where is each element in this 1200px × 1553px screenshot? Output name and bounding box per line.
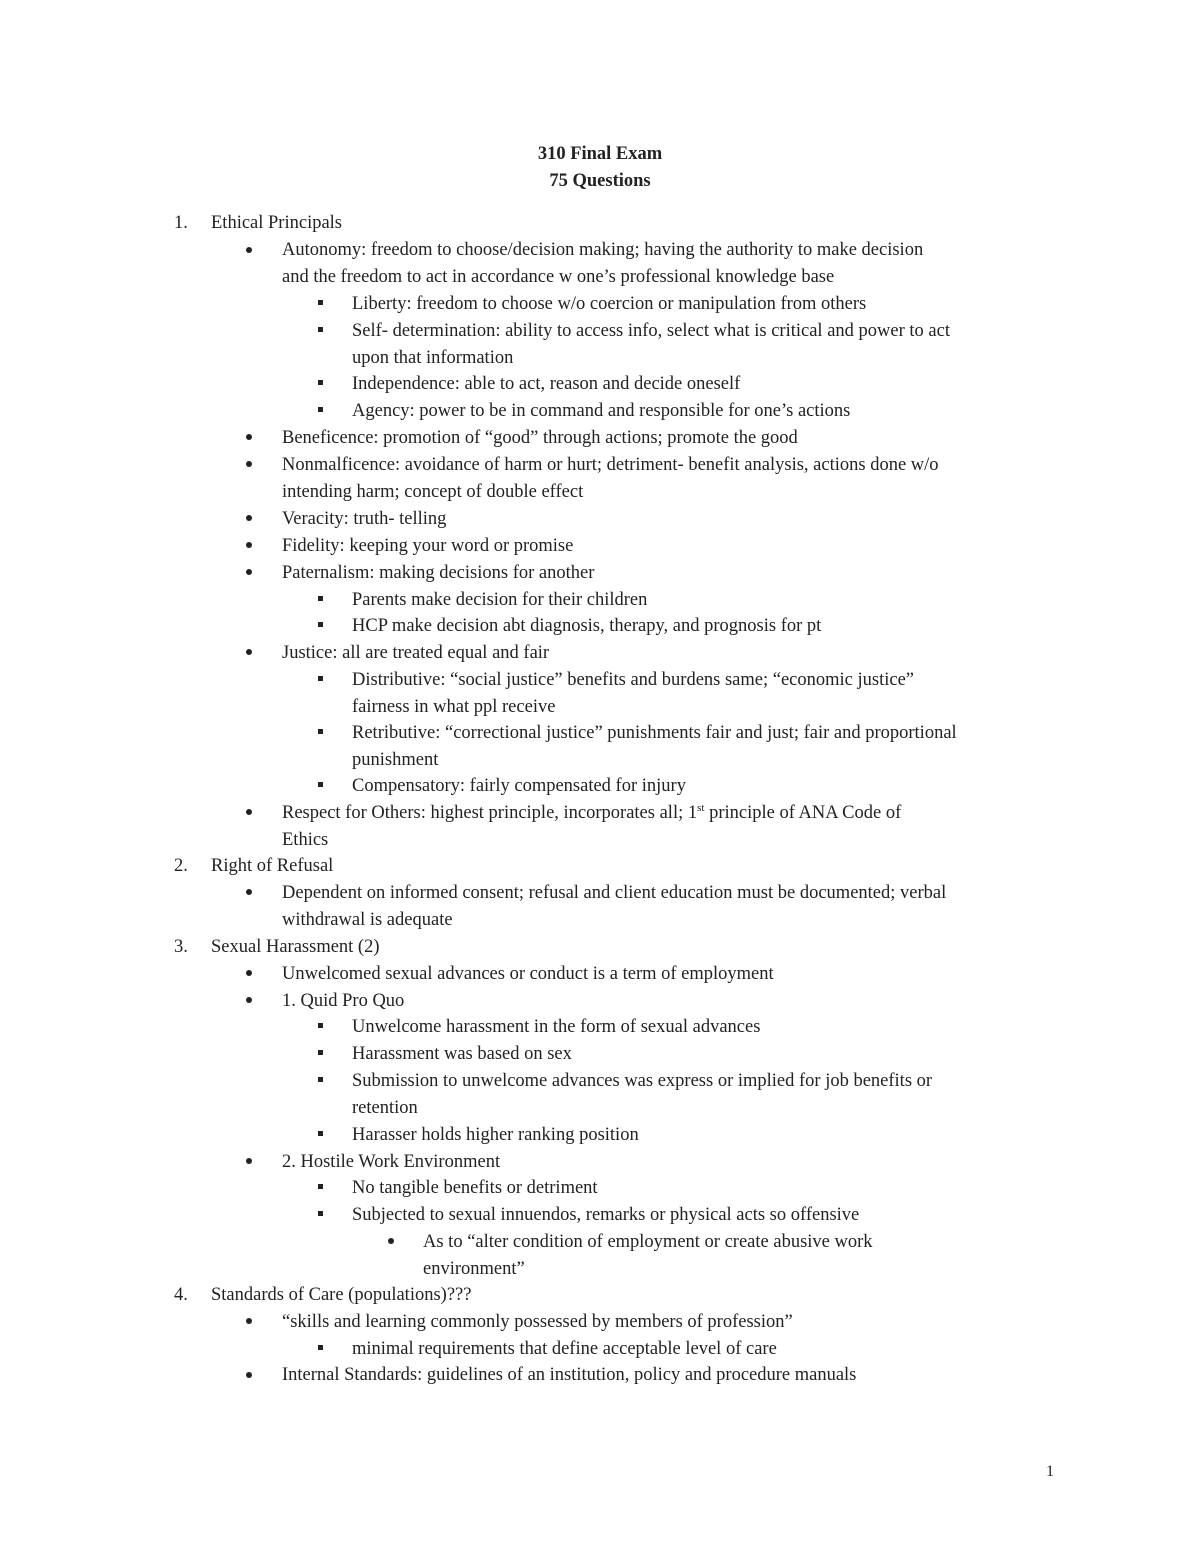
bullet-dot-icon [246,649,252,655]
list-item: Nonmalficence: avoidance of harm or hurt; detriment- benefit analysis, actions done w/o [282,455,939,475]
list-item: Distributive: “social justice” benefits and burdens same; “economic justice” [352,670,915,690]
list-item: Retributive: “correctional justice” punishments fair and just; fair and proportional [352,723,957,743]
bullet-dot-icon [246,889,252,895]
list-item: Fidelity: keeping your word or promise [282,536,574,556]
list-item: Justice: all are treated equal and fair [282,643,550,663]
list-item-cont: withdrawal is adequate [282,910,453,930]
list-item-cont: retention [352,1098,418,1118]
bullet-dot-icon [246,247,252,253]
page-number: 1 [1046,1463,1054,1480]
list-item: HCP make decision abt diagnosis, therapy, and prognosis for pt [352,616,822,636]
bullet-square-icon [318,1131,323,1136]
bullet-square-icon [318,782,323,787]
list-item: Harasser holds higher ranking position [352,1125,639,1145]
bullet-square-icon [318,1050,323,1055]
list-item: As to “alter condition of employment or create abusive work [423,1232,873,1252]
bullet-square-icon [318,1345,323,1350]
list-item: Dependent on informed consent; refusal and client education must be documented; verbal [282,883,947,903]
bullet-square-icon [318,327,323,332]
bullet-square-icon [318,1184,323,1189]
section-heading: Sexual Harassment (2) [211,937,380,957]
bullet-dot-icon [246,1318,252,1324]
list-item: Subjected to sexual innuendos, remarks or physical acts so offensive [352,1205,860,1225]
list-item-cont: and the freedom to act in accordance w one’s professional knowledge base [282,267,835,287]
section-number: 1. [174,213,188,233]
section-heading: Standards of Care (populations)??? [211,1285,472,1305]
list-item: Harassment was based on sex [352,1044,572,1064]
list-item: 1. Quid Pro Quo [282,991,405,1011]
bullet-dot-icon [246,461,252,467]
list-item: Beneficence: promotion of “good” through actions; promote the good [282,428,798,448]
list-item: Unwelcomed sexual advances or conduct is a term of employment [282,964,774,984]
bullet-square-icon [318,676,323,681]
list-item: Internal Standards: guidelines of an institution, policy and procedure manuals [282,1365,857,1385]
bullet-square-icon [318,300,323,305]
respect-text: Respect for Others: highest principle, incorporates all; 1 [282,803,698,823]
bullet-square-icon [318,729,323,734]
list-item: Self- determination: ability to access info, select what is critical and power to act [352,321,950,341]
list-item-cont: intending harm; concept of double effect [282,482,584,502]
bullet-dot-icon [246,434,252,440]
bullet-dot-icon [246,515,252,521]
list-item-cont: punishment [352,750,439,770]
list-item: Paternalism: making decisions for another [282,563,595,583]
bullet-dot-icon [246,1372,252,1378]
bullet-dot-icon [246,970,252,976]
document-subtitle: 75 Questions [549,171,651,191]
bullet-square-icon [318,1077,323,1082]
bullet-dot-icon [246,997,252,1003]
list-item: Autonomy: freedom to choose/decision making; having the authority to make decision [282,240,924,260]
section-heading: Ethical Principals [211,213,343,233]
bullet-dot-icon [246,542,252,548]
list-item: Veracity: truth- telling [282,509,447,529]
bullet-square-icon [318,380,323,385]
list-item: Unwelcome harassment in the form of sexual advances [352,1017,761,1037]
superscript: st [697,802,705,814]
list-item: Liberty: freedom to choose w/o coercion or manipulation from others [352,294,867,314]
list-item: Submission to unwelcome advances was express or implied for job benefits or [352,1071,933,1091]
list-item-cont: environment” [423,1259,525,1279]
list-item: 2. Hostile Work Environment [282,1152,501,1172]
respect-text-end: principle of ANA Code of [704,803,902,823]
bullet-square-icon [318,1211,323,1216]
bullet-dot-icon [246,1158,252,1164]
section-number: 2. [174,856,188,876]
list-item: “skills and learning commonly possessed by members of profession” [282,1312,793,1332]
bullet-dot-icon [246,569,252,575]
list-item: minimal requirements that define acceptable level of care [352,1339,777,1359]
section-number: 3. [174,937,188,957]
bullet-square-icon [318,622,323,627]
section-heading: Right of Refusal [211,856,334,876]
document-title: 310 Final Exam [537,144,663,164]
list-item: Parents make decision for their children [352,590,648,610]
bullet-dot-icon [388,1238,394,1244]
bullet-square-icon [318,407,323,412]
list-item-cont: fairness in what ppl receive [352,697,556,717]
list-item: Agency: power to be in command and responsible for one’s actions [352,401,851,421]
bullet-square-icon [318,596,323,601]
list-item: Independence: able to act, reason and decide oneself [352,374,741,394]
bullet-dot-icon [246,809,252,815]
list-item: No tangible benefits or detriment [352,1178,598,1198]
list-item-cont: Ethics [282,830,329,850]
list-item-cont: upon that information [352,348,514,368]
list-item [282,800,901,827]
section-number: 4. [174,1285,188,1305]
list-item: Compensatory: fairly compensated for injury [352,776,686,796]
bullet-square-icon [318,1023,323,1028]
